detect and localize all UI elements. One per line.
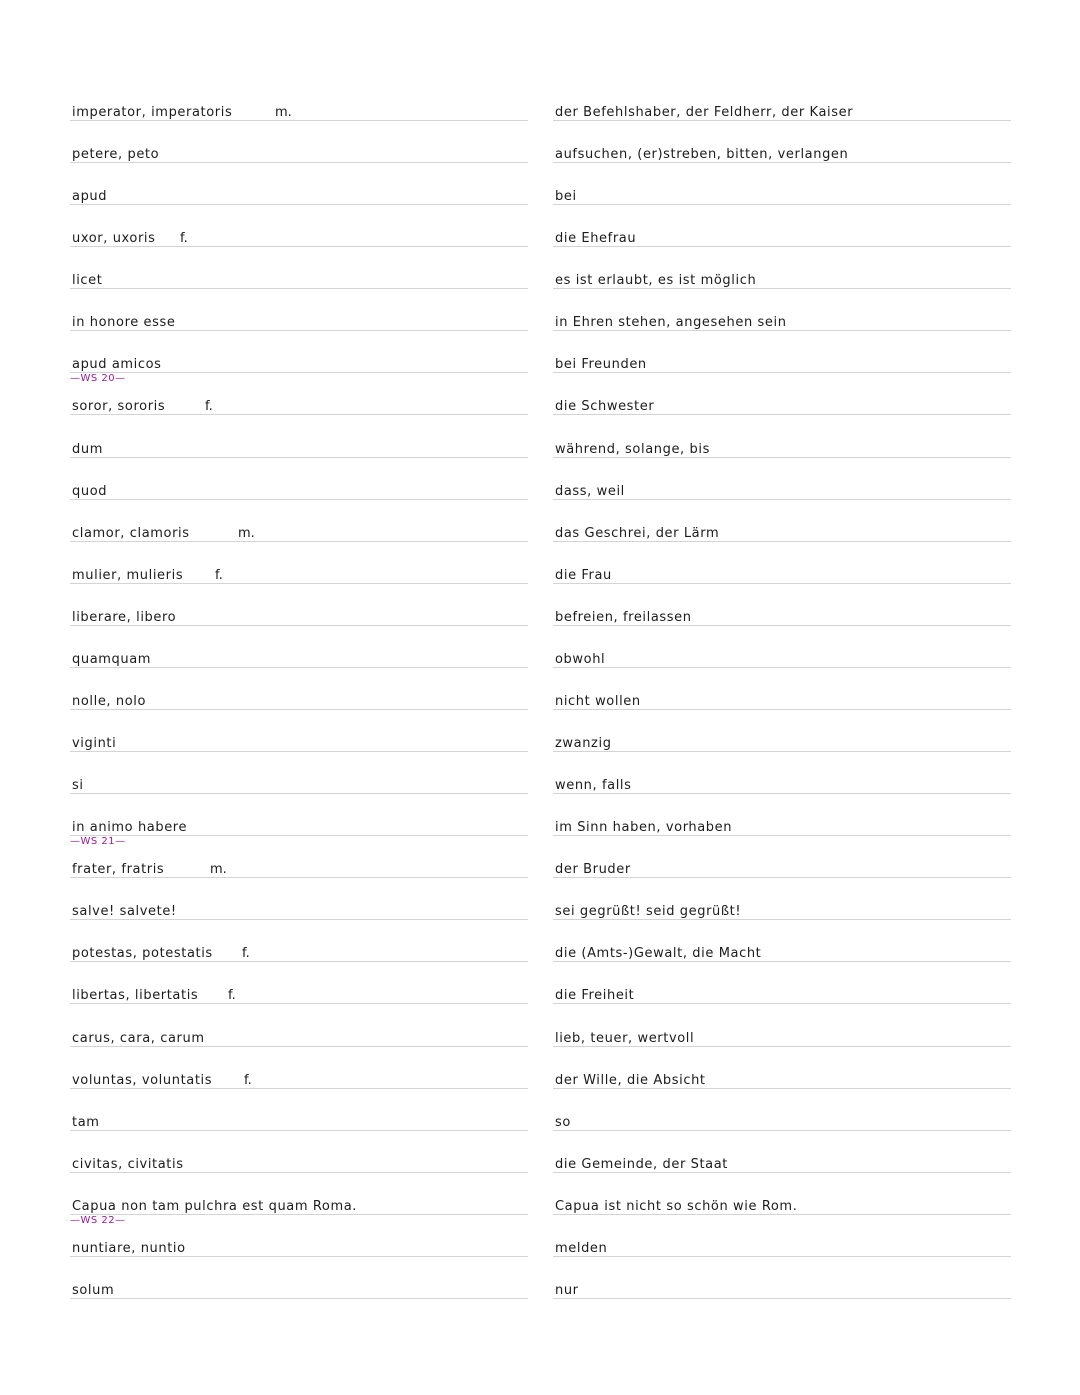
latin-word: si xyxy=(72,778,84,793)
gender-label: f. xyxy=(180,231,188,246)
german-translation: lieb, teuer, wertvoll xyxy=(555,1031,695,1046)
ruled-line xyxy=(70,288,528,289)
latin-word: apud amicos xyxy=(72,357,162,372)
latin-word: in honore esse xyxy=(72,315,176,330)
latin-word: nuntiare, nuntio xyxy=(72,1241,186,1256)
german-translation: die Ehefrau xyxy=(555,231,637,246)
latin-word: potestas, potestatis xyxy=(72,946,213,961)
german-translation: die Frau xyxy=(555,568,612,583)
latin-word: viginti xyxy=(72,736,117,751)
german-translation: befreien, freilassen xyxy=(555,610,692,625)
german-translation: das Geschrei, der Lärm xyxy=(555,526,720,541)
latin-word: voluntas, voluntatis xyxy=(72,1073,213,1088)
latin-word: frater, fratris xyxy=(72,862,165,877)
latin-word: mulier, mulieris xyxy=(72,568,184,583)
latin-word: in animo habere xyxy=(72,820,188,835)
latin-word: libertas, libertatis xyxy=(72,988,199,1003)
german-translation: so xyxy=(555,1115,571,1130)
gender-label: f. xyxy=(242,946,250,961)
ruled-line xyxy=(70,751,528,752)
german-translation: obwohl xyxy=(555,652,606,667)
latin-word: salve! salvete! xyxy=(72,904,177,919)
latin-word: nolle, nolo xyxy=(72,694,147,709)
german-translation: im Sinn haben, vorhaben xyxy=(555,820,733,835)
german-translation: der Bruder xyxy=(555,862,631,877)
german-translation: nicht wollen xyxy=(555,694,641,709)
latin-word: Capua non tam pulchra est quam Roma. xyxy=(72,1199,358,1214)
german-translation: die Freiheit xyxy=(555,988,635,1003)
section-marker: —WS 22— xyxy=(70,1215,126,1226)
german-translation: während, solange, bis xyxy=(555,442,710,457)
ruled-line xyxy=(553,204,1011,205)
latin-word: apud xyxy=(72,189,108,204)
german-translation: bei Freunden xyxy=(555,357,647,372)
german-translation: zwanzig xyxy=(555,736,612,751)
latin-word: quamquam xyxy=(72,652,152,667)
german-translation: der Wille, die Absicht xyxy=(555,1073,706,1088)
ruled-line xyxy=(70,1130,528,1131)
gender-label: m. xyxy=(238,526,255,541)
ruled-line xyxy=(553,751,1011,752)
latin-word: liberare, libero xyxy=(72,610,177,625)
latin-word: licet xyxy=(72,273,103,288)
latin-word: quod xyxy=(72,484,108,499)
gender-label: f. xyxy=(228,988,236,1003)
section-marker: —WS 21— xyxy=(70,836,126,847)
ruled-line xyxy=(553,1130,1011,1131)
latin-word: soror, sororis xyxy=(72,399,166,414)
section-marker: —WS 20— xyxy=(70,373,126,384)
ruled-line xyxy=(553,1256,1011,1257)
gender-label: f. xyxy=(205,399,213,414)
german-translation: Capua ist nicht so schön wie Rom. xyxy=(555,1199,798,1214)
german-translation: es ist erlaubt, es ist möglich xyxy=(555,273,757,288)
german-translation: aufsuchen, (er)streben, bitten, verlangen xyxy=(555,147,849,162)
latin-column xyxy=(70,0,528,1395)
latin-word: uxor, uxoris xyxy=(72,231,156,246)
ruled-line xyxy=(553,667,1011,668)
latin-word: civitas, civitatis xyxy=(72,1157,184,1172)
german-translation: wenn, falls xyxy=(555,778,632,793)
ruled-line xyxy=(70,793,528,794)
latin-word: clamor, clamoris xyxy=(72,526,190,541)
german-translation: in Ehren stehen, angesehen sein xyxy=(555,315,787,330)
gender-label: m. xyxy=(275,105,292,120)
ruled-line xyxy=(70,204,528,205)
german-translation: sei gegrüßt! seid gegrüßt! xyxy=(555,904,742,919)
latin-word: carus, cara, carum xyxy=(72,1031,205,1046)
german-translation: die Schwester xyxy=(555,399,655,414)
ruled-line xyxy=(70,1298,528,1299)
ruled-line xyxy=(553,1298,1011,1299)
latin-word: imperator, imperatoris xyxy=(72,105,233,120)
latin-word: tam xyxy=(72,1115,100,1130)
ruled-line xyxy=(70,499,528,500)
german-translation: die (Amts-)Gewalt, die Macht xyxy=(555,946,762,961)
latin-word: solum xyxy=(72,1283,115,1298)
ruled-line xyxy=(553,583,1011,584)
german-translation: melden xyxy=(555,1241,608,1256)
german-column xyxy=(553,0,1011,1395)
gender-label: m. xyxy=(210,862,227,877)
ruled-line xyxy=(70,457,528,458)
german-translation: der Befehlshaber, der Feldherr, der Kaiser xyxy=(555,105,854,120)
german-translation: nur xyxy=(555,1283,579,1298)
latin-word: dum xyxy=(72,442,103,457)
german-translation: bei xyxy=(555,189,577,204)
gender-label: f. xyxy=(215,568,223,583)
german-translation: die Gemeinde, der Staat xyxy=(555,1157,728,1172)
german-translation: dass, weil xyxy=(555,484,625,499)
gender-label: f. xyxy=(244,1073,252,1088)
latin-word: petere, peto xyxy=(72,147,160,162)
